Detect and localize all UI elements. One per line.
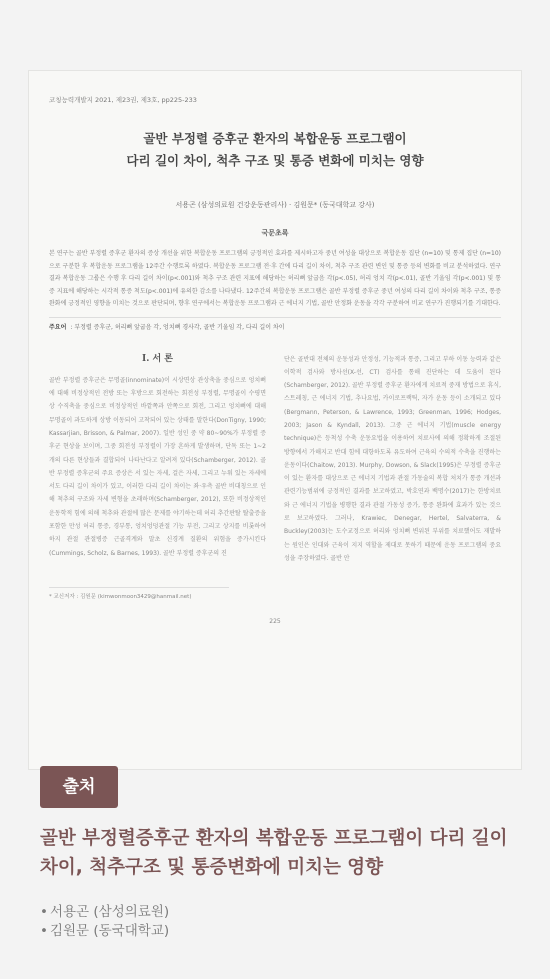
keywords [49, 317, 501, 331]
source-title: 골반 부정렬증후군 환자의 복합운동 프로그램이 다리 길이 차이, 척추구조 및 통증변화에 미치는 영향 [40, 828, 508, 878]
paper-preview [28, 70, 522, 770]
source-badge: 출처 [40, 766, 118, 808]
body-text-right: 단은 골반대 전체의 운동성과 안정성, 기능적과 통증, 그리고 부하 이동 능력과 같은 이학적 검사와 방사선(X-선, CT) 검사를 통해 진단하는 데 도움이 된다(Schamberger, 2012). 골반 부정렬 증후군 환자에게 치료적 중재 방법으로 휴식, 스트레칭, 근 에너지 기법, 추나요법, 카이로프랙틱, 자가 운동 등이 소개되고 있다(Bergmann, Peterson, & Lawrence, 1993; Greenman, 1996; Hodges, 2003; Jason & Kyndall, 2013). 그중 근 에너지 기법(muscle energy technique)은 등척성 수축 운동요법을 이용하여 치료사에 의해 정확하게 조절된 방향에서 가해지고 반대 힘에 대항하도록 유도하여 근육의 수의적 수축을 진행하는 운동이다(Chaitow, 2013). Murphy, Dowson, & Slack(1995)은 부정렬 증후군이 있는 환자를 대상으로 근 에너지 기법과 관절 가동술의 복합 처치가 통증 개선과 관련기능범위에 긍정적인 결과를 보고하였고, 박호연과 백명수(2017)는 한방치료와 근 에너지 기법을 병행한 결과 관절 가동성 증가, 통증 완화에 효과가 있는 것으로 보고하였다. 그러나, Krawiec, Denegar, Hertel, Salvaterra, & Buckley(2003)는 도수교정으로 허리와 엉치뼈 변위된 부위를 치료했어도 재발하는 원인은 인대와 근육이 지지 역할을 제대로 못하기 때문에 운동 프로그램의 중요성을 주장하였다. 골반 안 [284, 355, 501, 562]
keywords-label: 주요어 [49, 323, 67, 331]
source-author-list [40, 903, 169, 941]
journal-citation: 코칭능력개발지 2021, 제23권, 제3호, pp225-233 [49, 96, 197, 104]
source-author-item: • 서용곤 (삼성의료원) [40, 903, 169, 922]
paper-authors: 서용곤 (삼성의료원 건강운동관리사) · 김원문* (동국대학교 강사) [175, 201, 375, 209]
body-text-left: 골반 부정렬 증후군은 무명골(innominate)이 시상면상 관상축을 중심으로 엉치뼈에 대해 비정상적인 전방 또는 후방으로 회전하는 회전성 부정렬, 무명골이 수평면상 수직축을 중심으로 비정상적인 바깥쪽과 안쪽으로 회전, 그리고 엉치뼈에 대해 무명골이 과도하게 상방 이동되어 고착되어 있는 상태를 말한다(DonTigny, 1990; Kassarjian, Brisson, & Palmar, 2007). 일반 성인 중 약 80~90%가 부정렬 증후군 현상을 보이며, 그중 회전성 부정렬이 가장 흔하게 발생하며, 단독 또는 1~2개의 다른 현상들과 결합되어 나타난다고 알려져 있다(Schamberger, 2012). 골반 부정렬 증후군의 주요 증상은 서 있는 자세, 걸은 자세, 그리고 누워 있는 자세에서도 다리 길이 차이가 있고, 이러한 다리 길이 차이는 좌·우측 골반 비대칭으로 인해 척추의 구조와 자세 변형을 초래하며(Schamberger, 2012), 또한 비정상적인 운동학적 힘에 의해 척추와 관절에 많은 문제를 야기하는데 허리 추간판탈 탈출증을 포함한 만성 허리 통증, 경부통, 엉치엉덩관절 기능 부전, 그리고 상지를 비롯하여 하지 관절 관절병증 근골격계와 말초 신경계 질환의 위험을 증가시킨다(Cummings, Scholz, & Barnes, 1993). 골반 부정렬 증후군의 진 [49, 376, 266, 557]
body-columns [49, 353, 501, 566]
body-column-right [284, 353, 501, 566]
keywords-text: : 부정렬 증후군, 허리뼈 앞굽음 각, 엉치뼈 경사각, 골반 기울임 각, 다리 길이 차이 [70, 323, 285, 331]
body-column-left [49, 353, 266, 566]
abstract-text: 본 연구는 골반 부정렬 증후군 환자의 증상 개선을 위한 복합운동 프로그램의 긍정적인 효과를 제시하고자 중년 여성을 대상으로 복합운동 집단 (n=10) 및 통제 집단 (n=10)으로 구분한 후 복합운동 프로그램을 12주간 수행토록 하였다. 복합운동 프로그램 전·후 간에 다리 길이 차이, 척추 구조 관련 변인 및 통증 등의 변화를 비교 분석하였다. 연구결과 복합운동 그룹은 수행 후 다리 길이 차이(p<.001)와 척추 구조 관련 지표에 해당하는 허리뼈 앞굽음 각(p<.05), 허리 엉치 각(p<.01), 골반 기울임 각(p<.001) 및 통증 지표에 해당하는 시각적 통증 척도(p<.001)에 유의한 감소를 나타냈다. 12주간의 복합운동 프로그램은 골반 부정렬 증후군 중년 여성의 다리 길이 차이와 척추 구조, 통증 완화에 긍정적인 영향을 미치는 것으로 판단되며, 향후 연구에서는 복합운동 프로그램과 근 에너지 기법, 골반 안정화 운동을 각각 구분하여 비교 연구가 진행되기를 기대한다. [49, 250, 501, 307]
page-number: 225 [269, 618, 281, 626]
paper-title [49, 128, 501, 172]
section-heading: Ⅰ. 서 론 [142, 353, 173, 364]
abstract-heading: 국문초록 [261, 229, 289, 237]
paper-title-line-2: 다리 길이 차이, 척추 구조 및 통증 변화에 미치는 영향 [126, 153, 424, 168]
source-author-item: • 김원문 (동국대학교) [40, 922, 169, 941]
footnote: * 교신저자 : 김원문 (kimwonmoon3429@hanmail.net) [49, 587, 229, 600]
paper-title-line-1: 골반 부정렬 증후군 환자의 복합운동 프로그램이 [143, 131, 407, 146]
